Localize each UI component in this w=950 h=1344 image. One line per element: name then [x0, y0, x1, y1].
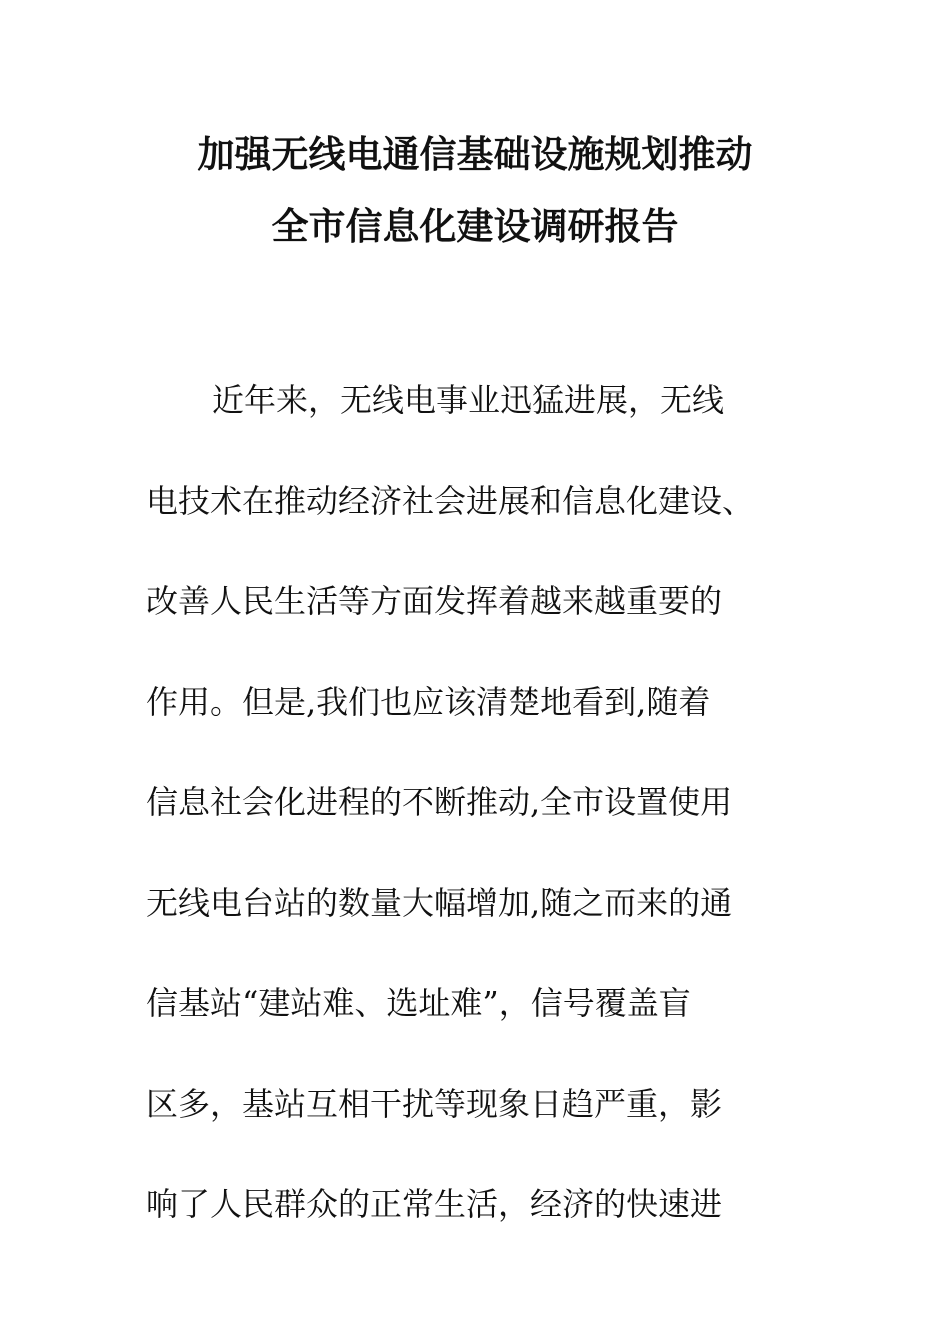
paragraph-line-5: 信息社会化进程的不断推动,全市设置使用: [146, 783, 733, 821]
paragraph-line-7: 信基站“建站难、选址难”，信号覆盖盲: [146, 984, 691, 1022]
paragraph-line-9: 响了人民群众的正常生活，经济的快速进: [146, 1185, 723, 1223]
paragraph-line-4: 作用。但是,我们也应该清楚地看到,随着: [146, 682, 711, 721]
paragraph-line-6: 无线电台站的数量大幅增加,随之而来的通: [146, 883, 733, 922]
paragraph-line-8: 区多，基站互相干扰等现象日趋严重，影: [146, 1084, 723, 1123]
title-line-2: 全市信息化建设调研报告: [271, 204, 679, 248]
document-body: [146, 374, 806, 1279]
document-title: [0, 128, 950, 272]
paragraph-line-2: 电技术在推动经济社会进展和信息化建设、: [146, 481, 755, 520]
title-line-1: 加强无线电通信基础设施规划推动: [197, 132, 753, 176]
paragraph-line-3: 改善人民生活等方面发挥着越来越重要的: [146, 582, 723, 620]
paragraph-line-1: 近年来，无线电事业迅猛进展，无线: [212, 381, 725, 419]
